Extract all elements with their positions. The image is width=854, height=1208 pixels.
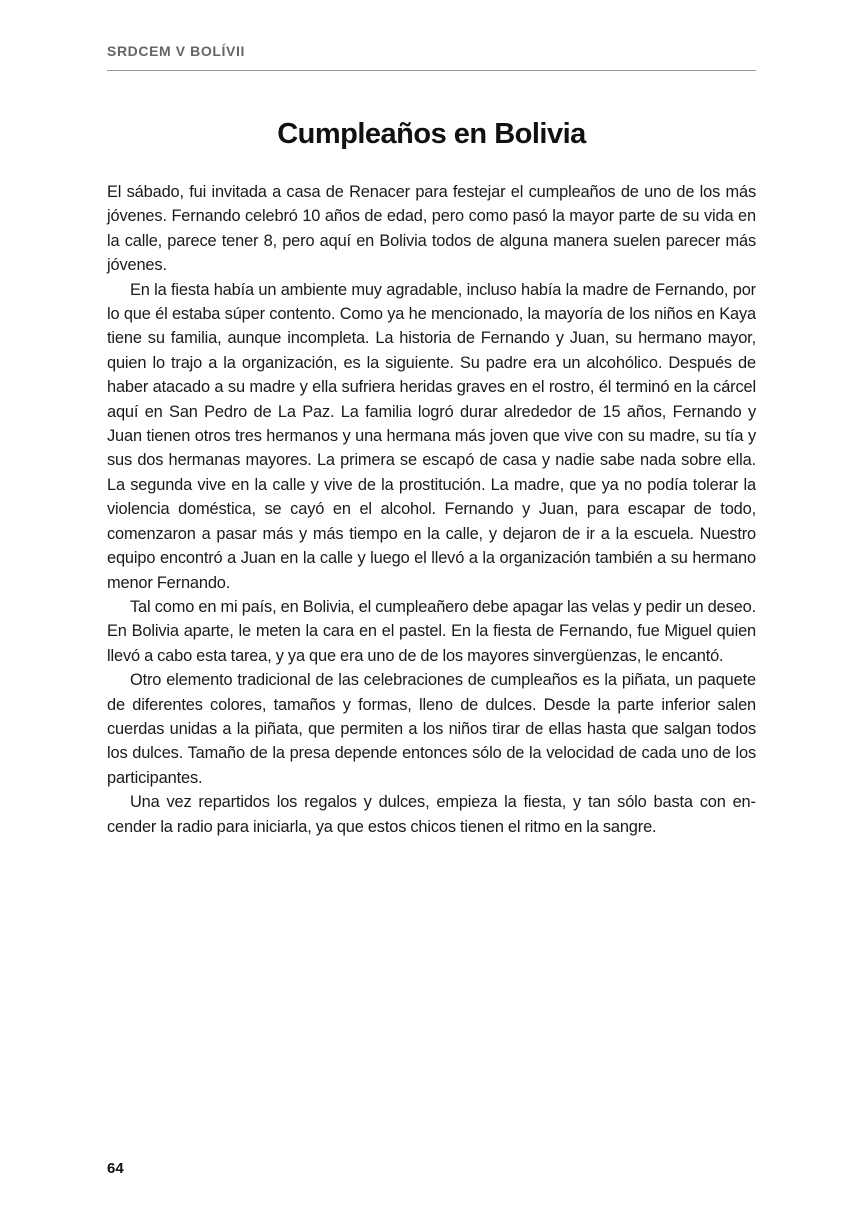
page-number: 64 <box>107 1160 124 1177</box>
header-rule <box>107 70 756 71</box>
paragraph: Una vez repartidos los regalos y dulces, empieza la fiesta, y tan sólo basta con encender la radio para iniciarla, ya que estos chicos tienen el ritmo en la sangre. <box>107 793 756 836</box>
paragraph: Otro elemento tradicional de las celebraciones de cumpleaños es la piñata, un paquete de diferentes colores, tamaños y formas, lleno de dulces. Desde la parte inferior salen cuerdas unidas a la piñata, que permiten a los niños tirar de ellas hasta que salgan todos los dulces. Tamaño de la presa depende entonces sólo de la velocidad de cada uno de los participantes. <box>107 671 756 787</box>
article-body <box>107 180 756 839</box>
paragraph: Tal como en mi país, en Bolivia, el cumpleañero debe apagar las velas y pedir un deseo. En Bolivia aparte, le meten la cara en el pastel. En la fiesta de Fernando, fue Miguel quien llevó a cabo esta tarea, y ya que era uno de de los mayores sinvergüenzas, le encantó. <box>107 597 756 665</box>
running-head: SRDCEM V BOLÍVII <box>107 43 245 59</box>
paragraph: En la fiesta había un ambiente muy agradable, incluso había la madre de Fernando, por lo que él estaba súper contento. Como ya he mencionado, la mayoría de los niños en Kaya tiene su familia, aunque incompleta. La historia de Fernando y Juan, su hermano mayor, quien lo trajo a la organización, es la siguiente. Su padre era un alcohólico. Después de haber atacado a su madre y ella sufriera heridas graves en el rostro, él terminó en la cárcel aquí en San Pedro de La Paz. La familia logró durar alrededor de 15 años, Fernando y Juan tienen otros tres hermanos y una hermana más joven que vive con su madre, su tía y sus dos hermanas mayores. La primera se escapó de casa y nadie sabe nada sobre ella. La segunda vive en la calle y vive de la prostitución. La madre, que ya no podía tolerar la violencia doméstica, se cayó en el alcohol. Fernando y Juan, para escapar de todo, comenzaron a pasar más y más tiempo en la calle, y dejaron de ir a la escuela. Nuestro equipo encontró a Juan en la calle y luego el llevó a la organización también a su hermano menor Fernando. <box>107 280 756 592</box>
page-title: Cumpleaños en Bolivia <box>277 118 586 150</box>
paragraph: El sábado, fui invitada a casa de Renacer para festejar el cumpleaños de uno de los más jóvenes. Fernando celebró 10 años de edad, pero como pasó la mayor parte de su vida en la calle, parece tener 8, pero aquí en Bolivia todos de alguna manera suelen parecer más jóvenes. <box>107 183 756 275</box>
